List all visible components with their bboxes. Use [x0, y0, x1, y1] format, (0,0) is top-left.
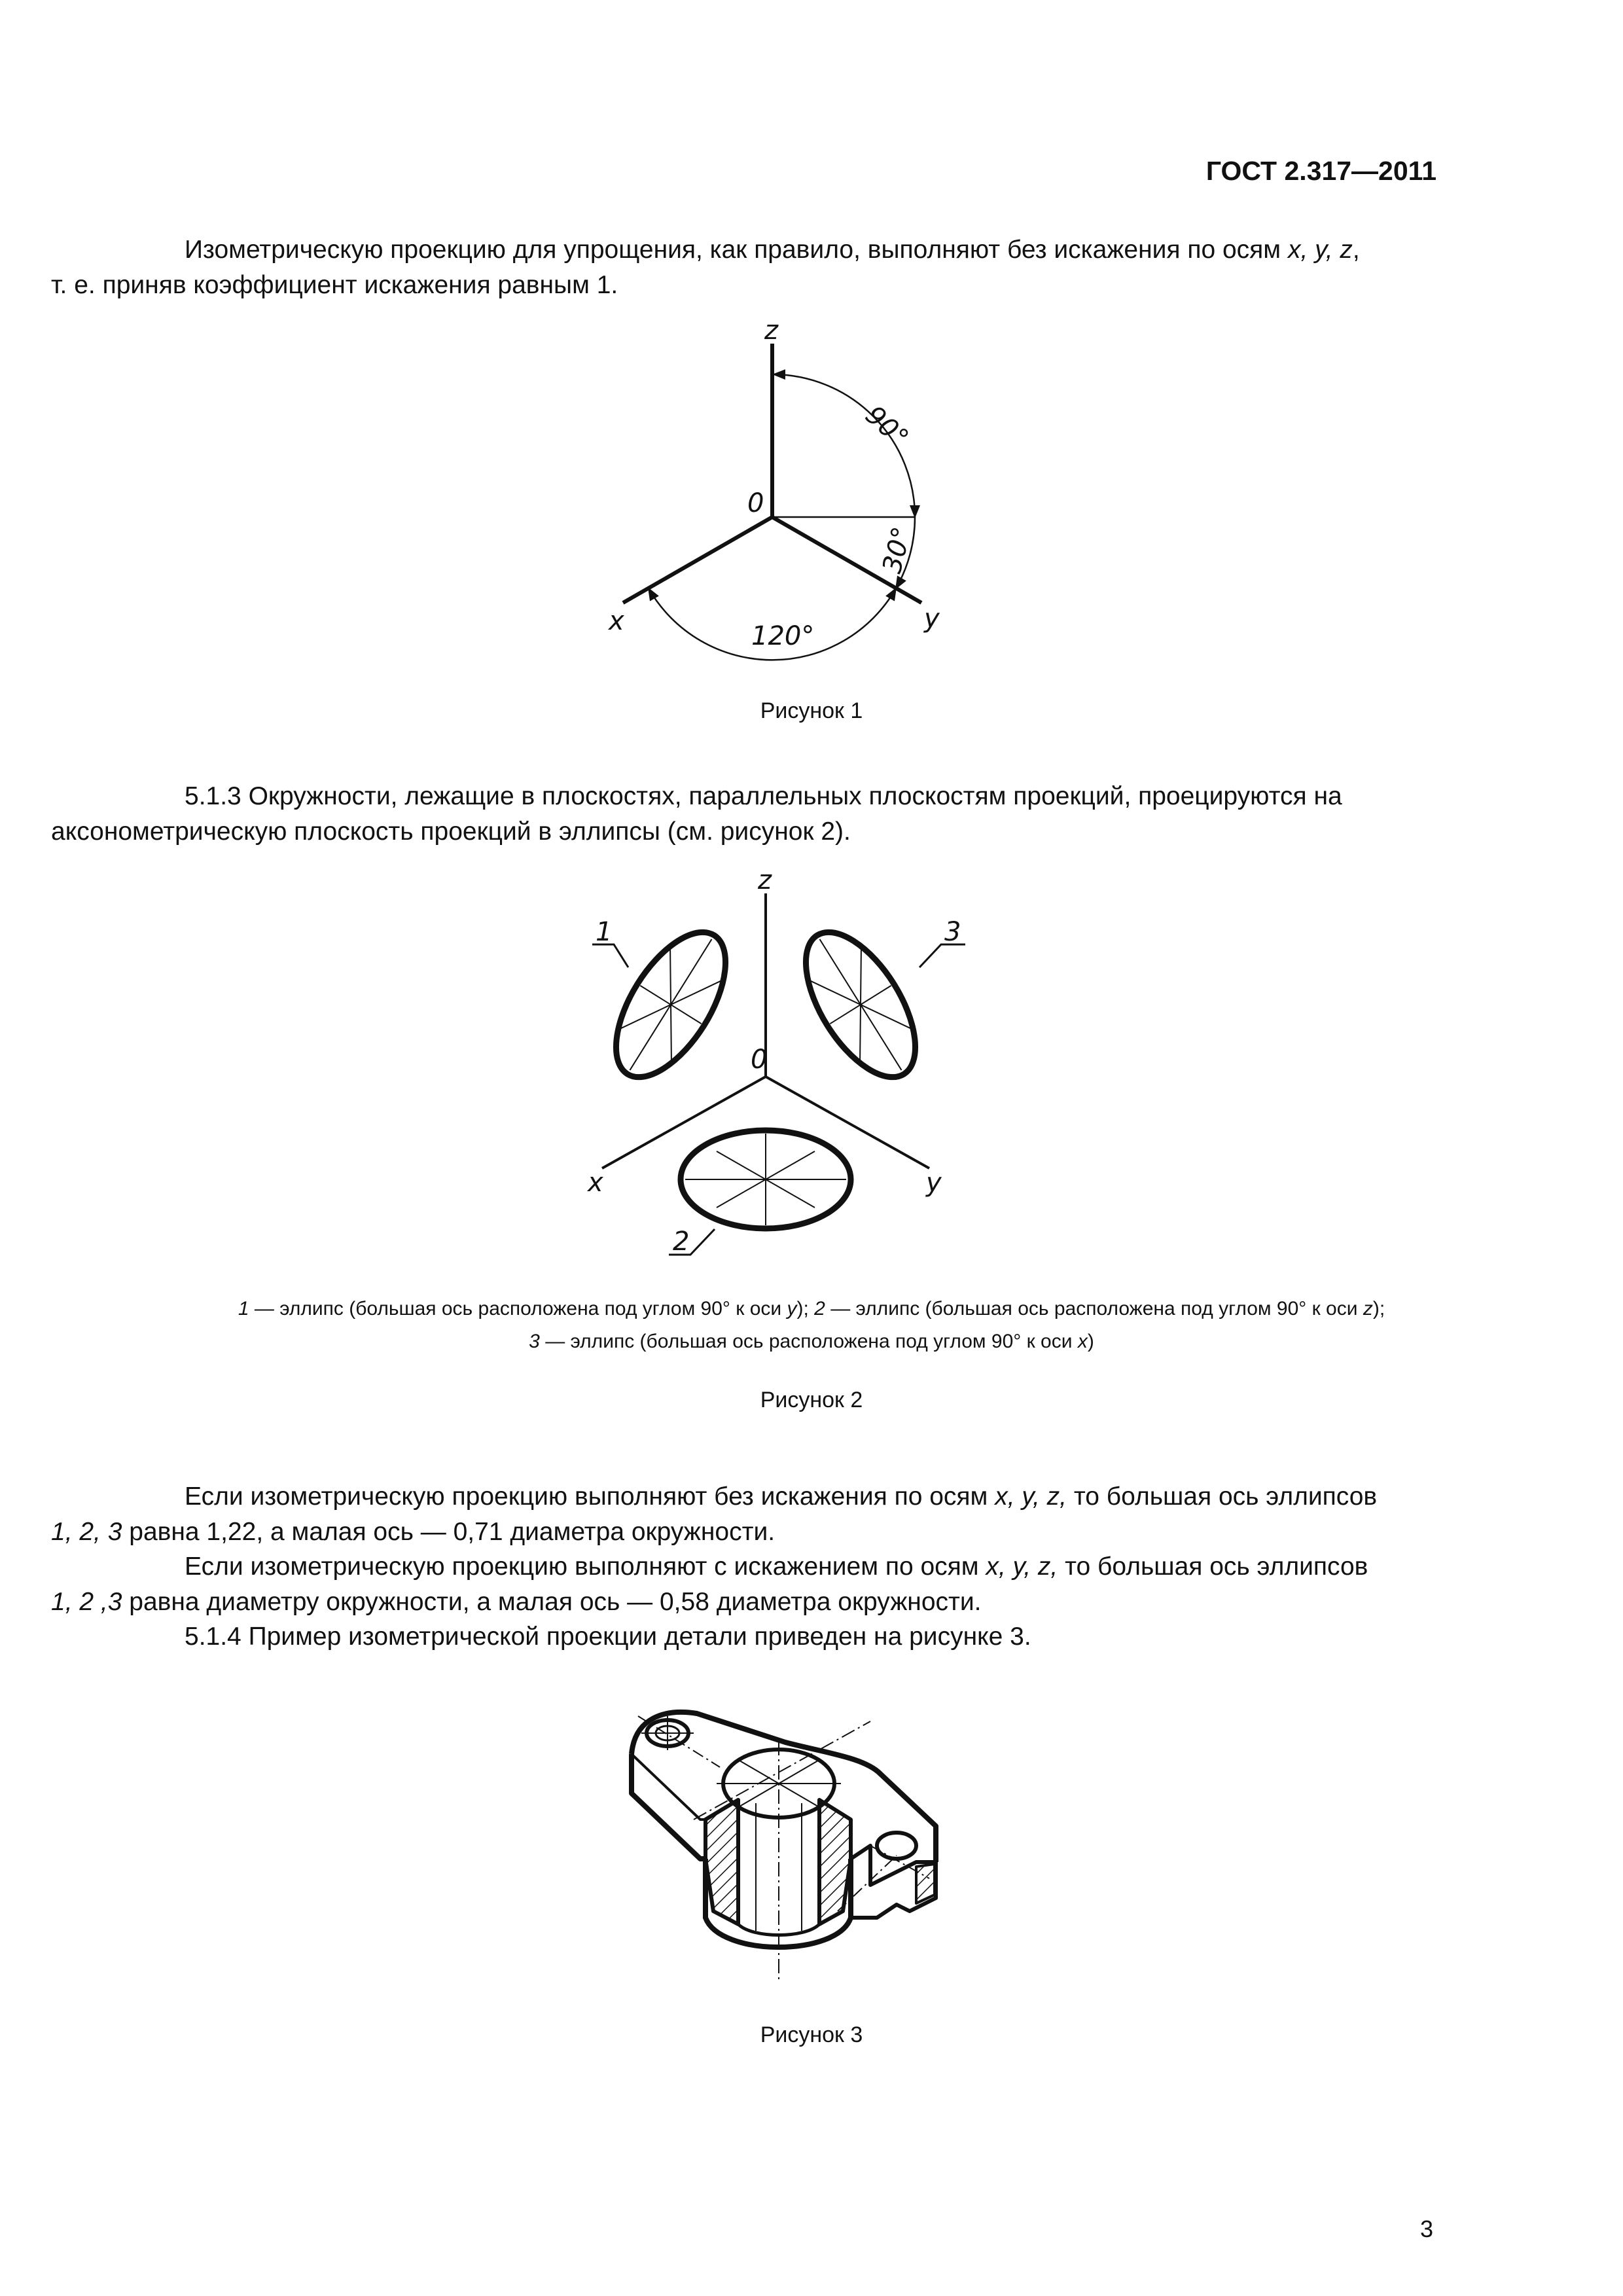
ellipse-1-label: 1 [596, 917, 613, 947]
paragraph-no-distortion: Если изометрическую проекцию выполняют без искажения по осям x, y, z, то большая ось эллипсов 1, 2, 3 равна 1,22, а малая ось — 0,71 диаметра окружности. [51, 1482, 1378, 1546]
section-left-wall [705, 1800, 738, 1924]
ellipse-3 [784, 914, 937, 1095]
ellipse-1 [594, 914, 747, 1095]
paragraph-with-distortion: Если изометрическую проекцию выполняют с искажением по осям x, y, z, то большая ось эллипсов 1, 2 ,3 равна диаметру окружности, а малая ось — 0,58 диаметра окружности. [51, 1552, 1368, 1616]
figure-3-caption: Рисунок 3 [760, 2022, 863, 2047]
plate-front-edge [632, 1754, 705, 1859]
origin-label: 0 [747, 488, 764, 518]
section-right-wall [819, 1800, 851, 1924]
figure-1-axes-diagram [576, 314, 982, 681]
figure-3-part-isometric [589, 1695, 995, 1996]
y-axis-label: y [926, 1168, 942, 1198]
small-hole [638, 1716, 720, 1767]
plate-inner-edge [632, 1754, 707, 1820]
leader-3 [919, 944, 965, 967]
origin-label: 0 [751, 1045, 768, 1075]
legend-line-2: 3 — эллипс (большая ось расположена под углом 90° к оси x) [529, 1331, 1094, 1352]
right-hole [877, 1833, 916, 1859]
intro-paragraph: Изометрическую проекцию для упрощения, как правило, выполняют без искажения по осям x, y, z, т. е. приняв коэффициент искажения равным 1. [51, 236, 1360, 299]
figure-2-legend [0, 1293, 1623, 1358]
ellipse-2-label: 2 [673, 1227, 690, 1257]
figure-2-caption: Рисунок 2 [760, 1388, 863, 1412]
angle-30-label: 30° [877, 524, 918, 577]
page-number: 3 [1419, 2215, 1433, 2242]
ellipse-2 [681, 1130, 851, 1229]
angle-90-label: 90° [859, 400, 914, 454]
x-axis-line [602, 1077, 766, 1168]
document-code: ГОСТ 2.317—2011 [1205, 156, 1436, 186]
figure-2-ellipses-diagram [563, 864, 1021, 1257]
x-axis-label: x [609, 606, 624, 636]
leader-1 [592, 944, 628, 967]
y-axis-line [766, 1077, 929, 1168]
ellipse-3-label: 3 [944, 917, 961, 947]
x-axis-line [623, 517, 772, 603]
z-axis-label: z [764, 315, 778, 346]
figure-1-caption: Рисунок 1 [760, 698, 863, 723]
y-axis-label: y [924, 603, 940, 634]
section-5-1-3: 5.1.3 Окружности, лежащие в плоскостях, параллельных плоскостям проекций, проецируются на аксонометрическую плоскость проекций в эллипсы (см. рисунок 2). [51, 782, 1342, 846]
x-axis-label: x [588, 1168, 603, 1198]
angle-120-label: 120° [751, 621, 815, 651]
z-axis-label: z [758, 865, 772, 895]
legend-line-1: 1 — эллипс (большая ось расположена под углом 90° к оси y); 2 — эллипс (большая ось расположена под углом 90° к оси z); [238, 1298, 1385, 1319]
section-5-1-4: 5.1.4 Пример изометрической проекции детали приведен на рисунке 3. [185, 1623, 1031, 1651]
right-lug-section [916, 1864, 935, 1903]
